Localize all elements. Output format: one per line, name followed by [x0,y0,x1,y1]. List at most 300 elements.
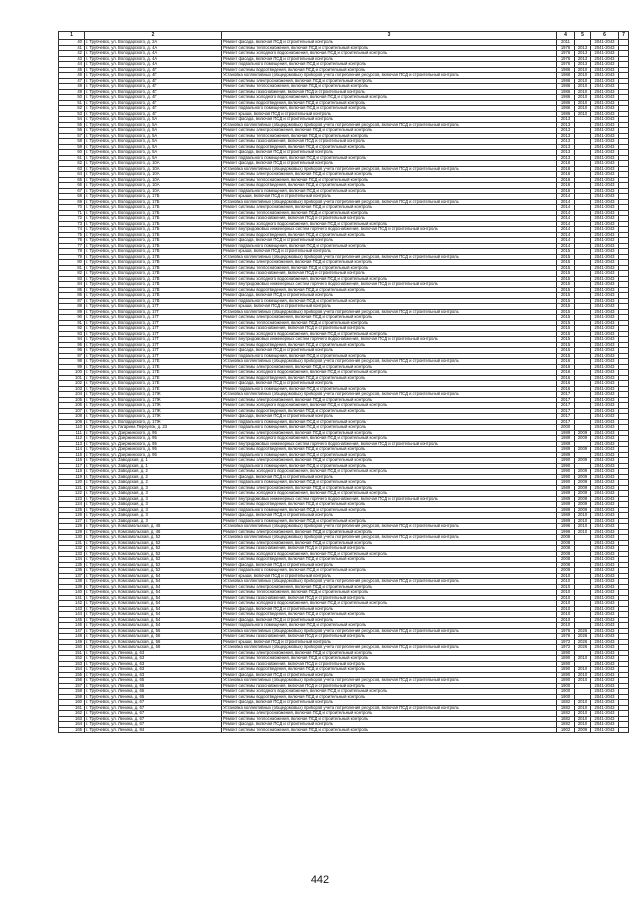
row-number: 103 [59,386,85,392]
planned-period-cell: 2041-2043 [591,496,619,502]
row-number: 150 [59,645,85,651]
row-number: 155 [59,672,85,678]
year-built-cell: 2014 [557,227,575,233]
year-built-cell: 2015 [557,298,575,304]
row-number: 114 [59,447,85,453]
year-built-cell: 1976 [557,56,575,62]
planned-period-cell: 2041-2043 [591,139,619,145]
planned-period-cell: 2041-2043 [591,249,619,255]
row-number: 109 [59,419,85,425]
last-repair-year-cell: 2010 [575,73,591,79]
row-number: 84 [59,282,85,288]
planned-period-cell: 2041-2043 [591,716,619,722]
row-number: 97 [59,353,85,359]
year-built-cell: 2016 [557,381,575,387]
work-type-cell: Ремонт подвального помещения, включая ПСД и строительный контроль [222,518,557,524]
planned-period-cell: 2041-2043 [591,601,619,607]
address-cell: г. Трубчевск, ул. Заводская, д. 3 [85,518,222,524]
address-cell: г. Трубчевск, ул. Володарского, д. 5А [85,139,222,145]
address-cell: г. Трубчевск, ул. Володарского, д. 17В [85,265,222,271]
work-type-cell: Установка коллективных (общедомовых) приборов учета потребления ресурсов, включая ПСД и строительный контроль [222,392,557,398]
work-type-cell: Ремонт внутридомовых инженерных систем горячего водоснабжения, включая ПСД и строительный контроль [222,496,557,502]
planned-period-cell: 2041-2043 [591,656,619,662]
address-cell: г. Трубчевск, ул. Дзержинского, д. 95 [85,447,222,453]
planned-period-cell: 2041-2043 [591,183,619,189]
planned-period-cell: 2041-2043 [591,612,619,618]
planned-period-cell: 2041-2043 [591,172,619,178]
planned-period-cell: 2041-2043 [591,348,619,354]
planned-period-cell: 2041-2043 [591,408,619,414]
planned-period-cell: 2041-2043 [591,645,619,651]
planned-period-cell: 2041-2043 [591,727,619,733]
row-number: 104 [59,392,85,398]
planned-period-cell: 2041-2043 [591,441,619,447]
row-number: 72 [59,216,85,222]
year-built-cell: 2016 [557,183,575,189]
year-built-cell: 2014 [557,221,575,227]
work-type-cell: Ремонт системы теплоснабжения, включая ПСД и строительный контроль [222,210,557,216]
address-cell: г. Трубчевск, ул. Комсомольская, д. 54 [85,579,222,585]
work-type-cell: Ремонт системы теплоснабжения, включая ПСД и строительный контроль [222,727,557,733]
row-number: 51 [59,100,85,106]
work-type-cell: Ремонт системы водоотведения, включая ПСД и строительный контроль [222,342,557,348]
last-repair-year-cell: 2026 [575,634,591,640]
column-header: 4 [557,32,575,40]
year-built-cell: 1900 [557,689,575,695]
work-type-cell: Ремонт системы водоотведения, включая ПСД и строительный контроль [222,67,557,73]
last-repair-year-cell: 2013 [575,62,591,68]
work-type-cell: Ремонт системы водоотведения, включая ПСД и строительный контроль [222,183,557,189]
work-type-cell: Ремонт внутридомовых инженерных систем горячего водоснабжения, включая ПСД и строительный контроль [222,227,557,233]
row-number: 80 [59,260,85,266]
work-type-cell: Ремонт подвального помещения, включая ПСД и строительный контроль [222,386,557,392]
year-built-cell: 1882 [557,722,575,728]
planned-period-cell: 2041-2043 [591,221,619,227]
row-number: 128 [59,524,85,530]
address-cell: г. Трубчевск, ул. Комсомольская, д. 52 [85,557,222,563]
work-type-cell: Ремонт системы газоснабжения, включая ПСД и строительный контроль [222,595,557,601]
row-number: 149 [59,639,85,645]
planned-period-cell: 2041-2043 [591,265,619,271]
work-type-cell: Ремонт системы водоотведения, включая ПСД и строительный контроль [222,447,557,453]
address-cell: г. Трубчевск, ул. Володарского, д. 4Г [85,78,222,84]
planned-period-cell: 2041-2043 [591,260,619,266]
address-cell: г. Трубчевск, ул. Володарского, д. 17Е [85,375,222,381]
row-number: 122 [59,491,85,497]
year-built-cell: 2016 [557,375,575,381]
address-cell: г. Трубчевск, ул. Володарского, д. 17Ж [85,419,222,425]
last-repair-year-cell: 2010 [575,106,591,112]
row-number: 136 [59,568,85,574]
planned-period-cell: 2041-2043 [591,584,619,590]
address-cell: г. Трубчевск, ул. Володарского, д. 17Е [85,386,222,392]
row-number: 63 [59,166,85,172]
row-number: 46 [59,73,85,79]
last-repair-year-cell: 2009 [575,485,591,491]
address-cell: г. Трубчевск, ул. Володарского, д. 10А [85,166,222,172]
table-row [59,727,629,733]
last-repair-year-cell: 2010 [575,722,591,728]
work-type-cell: Ремонт системы теплоснабжения, включая ПСД и строительный контроль [222,177,557,183]
last-repair-year-cell: 2010 [575,84,591,90]
planned-period-cell: 2041-2043 [591,320,619,326]
row-number: 70 [59,205,85,211]
year-built-cell: 1989 [557,436,575,442]
address-cell: г. Трубчевск, ул. Комсомольская, д. 46 [85,529,222,535]
work-type-cell: Ремонт системы газоснабжения, включая ПСД и строительный контроль [222,89,557,95]
planned-period-cell: 2041-2043 [591,639,619,645]
row-number: 54 [59,117,85,123]
year-built-cell: 2016 [557,177,575,183]
address-cell: г. Трубчевск, ул. Володарского, д. 17Б [85,194,222,200]
row-number: 144 [59,612,85,618]
work-type-cell: Ремонт крыши, включая ПСД и строительный контроль [222,249,557,255]
last-repair-year-cell: 2026 [575,628,591,634]
year-built-cell: 2017 [557,408,575,414]
work-type-cell: Ремонт крыши, включая ПСД и строительный контроль [222,573,557,579]
work-type-cell: Ремонт фасада, включая ПСД и строительный контроль [222,513,557,519]
planned-period-cell: 2041-2043 [591,634,619,640]
planned-period-cell: 2041-2043 [591,430,619,436]
year-built-cell: 1900 [557,694,575,700]
address-cell: г. Трубчевск, ул. Комсомольская, д. 54 [85,623,222,629]
planned-period-cell: 2041-2043 [591,111,619,117]
address-cell: г. Трубчевск, ул. Володарского, д. 17Б [85,232,222,238]
planned-period-cell: 2041-2043 [591,293,619,299]
address-cell: г. Трубчевск, ул. Володарского, д. 17В [85,260,222,266]
address-cell: г. Трубчевск, ул. Володарского, д. 17Г [85,337,222,343]
row-number: 81 [59,265,85,271]
row-number: 102 [59,381,85,387]
work-type-cell: Ремонт фасада, включая ПСД и строительный контроль [222,40,557,46]
address-cell: г. Трубчевск, ул. Комсомольская, д. 52 [85,546,222,552]
address-cell: г. Трубчевск, ул. Володарского, д. 17Г [85,309,222,315]
row-number: 62 [59,161,85,167]
year-built-cell: 1976 [557,634,575,640]
row-number: 159 [59,694,85,700]
work-type-cell: Ремонт системы электроснабжения, включая ПСД и строительный контроль [222,260,557,266]
address-cell: г. Трубчевск, ул. Комсомольская, д. 54 [85,617,222,623]
planned-period-cell: 2041-2043 [591,238,619,244]
row-number: 69 [59,199,85,205]
row-number: 110 [59,425,85,431]
row-number: 87 [59,298,85,304]
address-cell: г. Трубчевск, ул. Володарского, д. 5А [85,128,222,134]
work-type-cell: Ремонт системы электроснабжения, включая ПСД и строительный контроль [222,315,557,321]
work-type-cell: Ремонт подвального помещения, включая ПСД и строительный контроль [222,298,557,304]
planned-period-cell: 2041-2043 [591,73,619,79]
planned-period-cell: 2041-2043 [591,331,619,337]
row-number: 86 [59,293,85,299]
planned-period-cell: 2041-2043 [591,232,619,238]
address-cell: г. Трубчевск, ул. Заводская, д. 3 [85,502,222,508]
work-type-cell: Ремонт фасада, включая ПСД и строительный контроль [222,617,557,623]
column-header: 3 [222,32,557,40]
year-built-cell: 2016 [557,161,575,167]
work-type-cell: Ремонт системы газоснабжения, включая ПСД и строительный контроль [222,271,557,277]
row-number: 49 [59,89,85,95]
work-type-cell: Ремонт системы теплоснабжения, включая ПСД и строительный контроль [222,45,557,51]
planned-period-cell: 2041-2043 [591,386,619,392]
year-built-cell: 1890 [557,650,575,656]
work-type-cell: Ремонт системы водоотведения, включая ПСД и строительный контроль [222,287,557,293]
row-number: 163 [59,716,85,722]
work-type-cell: Ремонт подвального помещения, включая ПСД и строительный контроль [222,568,557,574]
planned-period-cell: 2041-2043 [591,359,619,365]
planned-period-cell: 2041-2043 [591,205,619,211]
address-cell: г. Трубчевск, ул. Комсомольская, д. 52 [85,535,222,541]
address-cell: г. Трубчевск, ул. Володарского, д. 5А [85,122,222,128]
column-header: 2 [85,32,222,40]
planned-period-cell: 2041-2043 [591,342,619,348]
year-built-cell: 2010 [557,606,575,612]
address-cell: г. Трубчевск, ул. Ленина, д. 67 [85,722,222,728]
address-cell: г. Трубчевск, ул. Ленина, д. 65 [85,689,222,695]
last-repair-year-cell: 2010 [575,705,591,711]
planned-period-cell: 2041-2043 [591,155,619,161]
work-type-cell: Ремонт фасада, включая ПСД и строительный контроль [222,150,557,156]
last-repair-year-cell: 2009 [575,480,591,486]
year-built-cell: 2016 [557,188,575,194]
work-type-cell: Ремонт системы газоснабжения, включая ПСД и строительный контроль [222,634,557,640]
address-cell: г. Трубчевск, ул. Володарского, д. 17Ж [85,403,222,409]
row-number: 121 [59,485,85,491]
work-type-cell: Ремонт системы электроснабжения, включая ПСД и строительный контроль [222,205,557,211]
planned-period-cell: 2041-2043 [591,425,619,431]
planned-period-cell: 2041-2043 [591,540,619,546]
planned-period-cell: 2041-2043 [591,518,619,524]
year-built-cell: 1990 [557,469,575,475]
work-type-cell: Ремонт подвального помещения, включая ПСД и строительный контроль [222,106,557,112]
last-repair-year-cell: 2009 [575,458,591,464]
year-built-cell: 2016 [557,370,575,376]
planned-period-cell: 2041-2043 [591,683,619,689]
address-cell: г. Трубчевск, ул. Володарского, д. 17Е [85,359,222,365]
planned-period-cell: 2041-2043 [591,381,619,387]
row-number: 142 [59,601,85,607]
last-repair-year-cell: 2013 [575,45,591,51]
year-built-cell: 1989 [557,485,575,491]
work-type-cell: Установка коллективных (общедомовых) приборов учета потребления ресурсов, включая ПСД и строительный контроль [222,359,557,365]
planned-period-cell: 2041-2043 [591,502,619,508]
year-built-cell: 1986 [557,106,575,112]
planned-period-cell: 2041-2043 [591,194,619,200]
address-cell: г. Трубчевск, ул. Володарского, д. 17Е [85,370,222,376]
row-number: 132 [59,546,85,552]
address-cell: г. Трубчевск, ул. Володарского, д. 4Г [85,89,222,95]
planned-period-cell: 2041-2043 [591,573,619,579]
work-type-cell: Ремонт системы газоснабжения, включая ПСД и строительный контроль [222,661,557,667]
row-number: 50 [59,95,85,101]
work-type-cell: Ремонт фасада, включая ПСД и строительный контроль [222,381,557,387]
year-built-cell: 2010 [557,595,575,601]
row-number: 116 [59,458,85,464]
year-built-cell: 2016 [557,359,575,365]
work-type-cell: Установка коллективных (общедомовых) приборов учета потребления ресурсов, включая ПСД и строительный контроль [222,579,557,585]
year-built-cell: 2014 [557,243,575,249]
planned-period-cell: 2041-2043 [591,62,619,68]
work-type-cell: Ремонт системы водоотведения, включая ПСД и строительный контроль [222,502,557,508]
planned-period-cell: 2041-2043 [591,419,619,425]
work-type-cell: Ремонт системы электроснабжения, включая ПСД и строительный контроль [222,458,557,464]
last-repair-year-cell: 2026 [575,639,591,645]
planned-period-cell: 2041-2043 [591,590,619,596]
planned-period-cell: 2041-2043 [591,436,619,442]
row-number: 47 [59,78,85,84]
row-number: 126 [59,513,85,519]
row-number: 71 [59,210,85,216]
planned-period-cell: 2041-2043 [591,403,619,409]
row-number: 120 [59,480,85,486]
row-number: 152 [59,656,85,662]
year-built-cell: 2013 [557,133,575,139]
year-built-cell: 1986 [557,89,575,95]
work-type-cell: Ремонт подвального помещения, включая ПСД и строительный контроль [222,155,557,161]
work-type-cell: Ремонт системы холодного водоснабжения, включая ПСД и строительный контроль [222,331,557,337]
planned-period-cell: 2041-2043 [591,51,619,57]
address-cell: г. Трубчевск, ул. Володарского, д. 10А [85,177,222,183]
row-number: 41 [59,45,85,51]
row-number: 90 [59,315,85,321]
row-number: 127 [59,518,85,524]
planned-period-cell: 2041-2043 [591,106,619,112]
work-type-cell: Ремонт системы теплоснабжения, включая ПСД и строительный контроль [222,265,557,271]
row-number: 101 [59,375,85,381]
year-built-cell: 1900 [557,683,575,689]
year-built-cell: 1989 [557,518,575,524]
year-built-cell: 1976 [557,628,575,634]
row-number: 68 [59,194,85,200]
row-number: 148 [59,634,85,640]
year-built-cell: 1890 [557,667,575,673]
planned-period-cell: 2041-2043 [591,689,619,695]
last-repair-year-cell: 2009 [575,447,591,453]
row-number: 134 [59,557,85,563]
year-built-cell: 1986 [557,84,575,90]
row-number: 153 [59,661,85,667]
work-type-cell: Ремонт системы водоотведения, включая ПСД и строительный контроль [222,408,557,414]
address-cell: г. Трубчевск, ул. Ленина, д. 63 [85,656,222,662]
address-cell: г. Трубчевск, ул. Комсомольская, д. 52 [85,551,222,557]
planned-period-cell: 2041-2043 [591,89,619,95]
row-number: 61 [59,155,85,161]
address-cell: г. Трубчевск, ул. Володарского, д. 10А [85,161,222,167]
planned-period-cell: 2041-2043 [591,392,619,398]
address-cell: г. Трубчевск, ул. Володарского, д. 17Б [85,221,222,227]
row-number: 151 [59,650,85,656]
last-repair-year-cell: 2009 [575,491,591,497]
row-number: 139 [59,584,85,590]
planned-period-cell: 2041-2043 [591,188,619,194]
address-cell: г. Трубчевск, ул. Комсомольская, д. 54 [85,590,222,596]
row-number: 154 [59,667,85,673]
address-cell: г. Трубчевск, ул. Володарского, д. 10А [85,172,222,178]
address-cell: г. Трубчевск, ул. Володарского, д. 4Г [85,73,222,79]
row-number: 60 [59,150,85,156]
address-cell: г. Трубчевск, ул. Володарского, д. 17В [85,271,222,277]
row-number: 124 [59,502,85,508]
year-built-cell: 2015 [557,348,575,354]
planned-period-cell: 2041-2043 [591,271,619,277]
row-number: 40 [59,40,85,46]
address-cell: г. Трубчевск, ул. Комсомольская, д. 56 [85,628,222,634]
row-number: 98 [59,359,85,365]
row-number: 131 [59,540,85,546]
work-type-cell: Ремонт системы холодного водоснабжения, включая ПСД и строительный контроль [222,689,557,695]
address-cell: г. Трубчевск, ул. Володарского, д. 17Ж [85,397,222,403]
row-number: 158 [59,689,85,695]
address-cell: г. Трубчевск, ул. Володарского, д. 17В [85,287,222,293]
row-number: 108 [59,414,85,420]
planned-period-cell: 2041-2043 [591,161,619,167]
planned-period-cell: 2041-2043 [591,678,619,684]
year-built-cell: 2015 [557,287,575,293]
planned-period-cell: 2041-2043 [591,84,619,90]
address-cell: г. Трубчевск, ул. Ленина, д. 67 [85,711,222,717]
work-type-cell: Ремонт подвального помещения, включая ПСД и строительный контроль [222,463,557,469]
year-built-cell: 1990 [557,474,575,480]
row-number: 135 [59,562,85,568]
year-built-cell: 1989 [557,447,575,453]
row-number: 78 [59,249,85,255]
work-type-cell: Ремонт системы водоотведения, включая ПСД и строительный контроль [222,694,557,700]
last-repair-year-cell: 2009 [575,496,591,502]
address-cell: г. Трубчевск, ул. Комсомольская, д. 56 [85,634,222,640]
planned-period-cell: 2041-2043 [591,507,619,513]
address-cell: г. Трубчевск, ул. Заводская, д. 1 [85,458,222,464]
year-built-cell: 1989 [557,441,575,447]
row-number: 43 [59,56,85,62]
address-cell: г. Трубчевск, ул. Заводская, д. 3 [85,496,222,502]
year-built-cell: 1989 [557,496,575,502]
work-type-cell: Ремонт системы холодного водоснабжения, включая ПСД и строительный контроль [222,370,557,376]
address-cell: г. Трубчевск, ул. Комсомольская, д. 54 [85,612,222,618]
work-type-cell: Ремонт системы водоотведения, включая ПСД и строительный контроль [222,100,557,106]
planned-period-cell: 2041-2043 [591,100,619,106]
row-number: 74 [59,227,85,233]
year-built-cell: 2011 [557,40,575,46]
planned-period-cell: 2041-2043 [591,535,619,541]
planned-period-cell: 2041-2043 [591,128,619,134]
year-built-cell: 2015 [557,331,575,337]
planned-period-cell: 2041-2043 [591,661,619,667]
address-cell: г. Трубчевск, ул. Володарского, д. 4А [85,56,222,62]
row-number: 118 [59,469,85,475]
row-number: 57 [59,133,85,139]
work-type-cell: Ремонт фасада, включая ПСД и строительный контроль [222,722,557,728]
row-number: 52 [59,106,85,112]
row-number: 130 [59,535,85,541]
year-built-cell: 2000 [557,425,575,431]
work-type-cell: Ремонт системы водоотведения, включая ПСД и строительный контроль [222,667,557,673]
work-type-cell: Установка коллективных (общедомовых) приборов учета потребления ресурсов, включая ПСД и строительный контроль [222,645,557,651]
year-built-cell: 1976 [557,51,575,57]
year-built-cell: 2008 [557,551,575,557]
planned-period-cell: 2041-2043 [591,694,619,700]
year-built-cell: 1882 [557,705,575,711]
planned-period-cell: 2041-2043 [591,485,619,491]
work-type-cell: Ремонт подвального помещения, включая ПСД и строительный контроль [222,353,557,359]
work-type-cell: Ремонт фасада, включая ПСД и строительный контроль [222,238,557,244]
address-cell: г. Трубчевск, ул. Володарского, д. 17В [85,293,222,299]
year-built-cell: 2015 [557,326,575,332]
address-cell: г. Трубчевск, ул. Комсомольская, д. 52 [85,540,222,546]
year-built-cell: 2015 [557,309,575,315]
year-built-cell: 1989 [557,507,575,513]
year-built-cell: 2013 [557,128,575,134]
year-built-cell: 2017 [557,397,575,403]
address-cell: г. Трубчевск, ул. Володарского, д. 5А [85,144,222,150]
